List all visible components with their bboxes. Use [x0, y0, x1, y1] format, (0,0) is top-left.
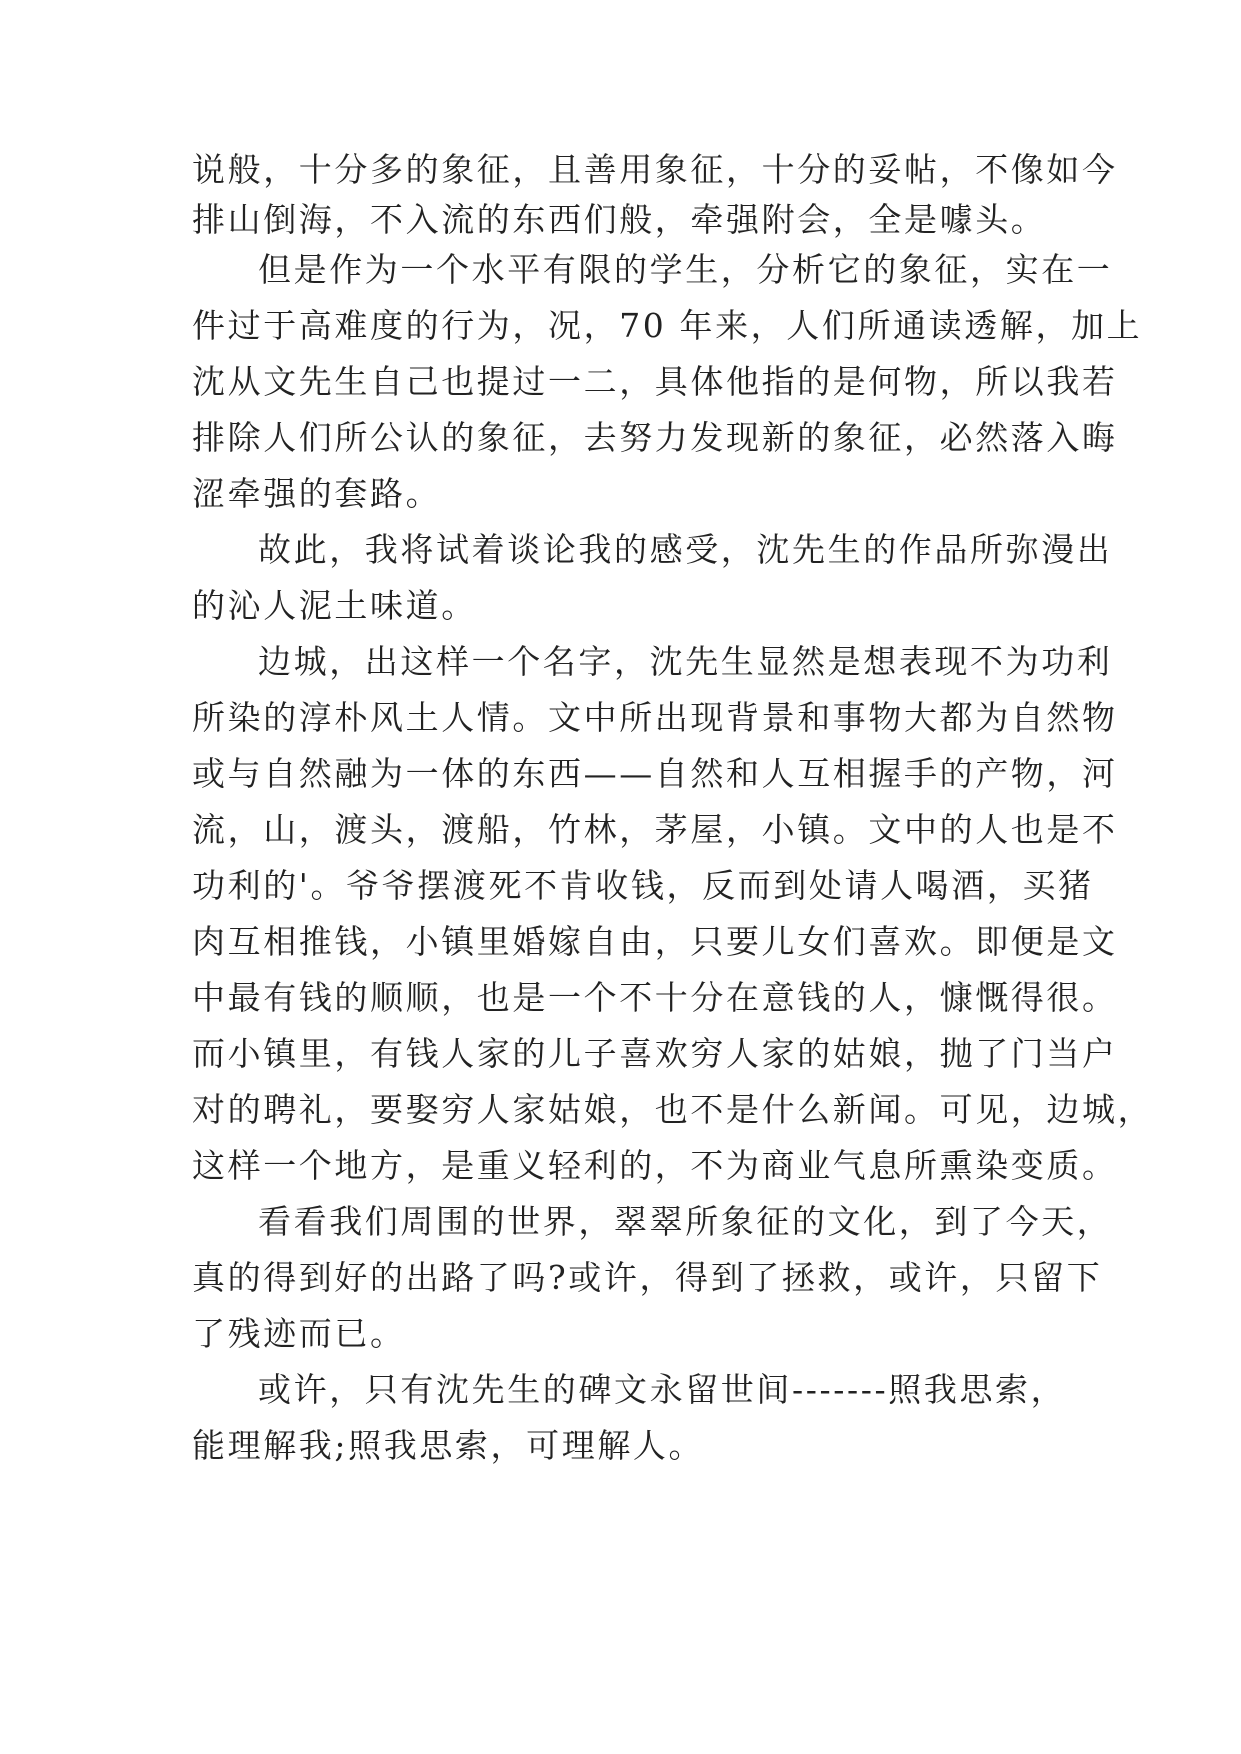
text-line: 而小镇里，有钱人家的儿子喜欢穷人家的姑娘，抛了门当户	[192, 1034, 1118, 1073]
text-line: 排除人们所公认的象征，去努力发现新的象征，必然落入晦	[192, 418, 1118, 457]
text-line: 件过于高难度的行为，况，70 年来，人们所通读透解，加上	[192, 306, 1143, 345]
text-line: 排山倒海，不入流的东西们般，牵强附会，全是噱头。	[192, 200, 1047, 239]
paragraph-first-line: 或许，只有沈先生的碑文永留世间-------照我思索，	[258, 1370, 1067, 1409]
text-line: 对的聘礼，要娶穷人家姑娘，也不是什么新闻。可见，边城，	[192, 1090, 1154, 1129]
text-line: 流，山，渡头，渡船，竹林，茅屋，小镇。文中的人也是不	[192, 810, 1118, 849]
text-line: 这样一个地方，是重义轻利的，不为商业气息所熏染变质。	[192, 1146, 1118, 1185]
text-line: 沈从文先生自己也提过一二，具体他指的是何物，所以我若	[192, 362, 1118, 401]
text-line: 或与自然融为一体的东西——自然和人互相握手的产物，河	[192, 754, 1118, 793]
paragraph-first-line: 边城，出这样一个名字，沈先生显然是想表现不为功利	[258, 642, 1113, 681]
text-line: 涩牵强的套路。	[192, 474, 442, 513]
text-line: 功利的'。爷爷摆渡死不肯收钱，反而到处请人喝酒，买猪	[192, 866, 1094, 905]
text-line: 真的得到好的出路了吗?或许，得到了拯救，或许，只留下	[192, 1258, 1103, 1297]
text-line: 所染的淳朴风土人情。文中所出现背景和事物大都为自然物	[192, 698, 1118, 737]
text-line: 能理解我;照我思索，可理解人。	[192, 1426, 705, 1465]
text-line: 说般，十分多的象征，且善用象征，十分的妥帖，不像如今	[192, 150, 1118, 189]
paragraph-first-line: 故此，我将试着谈论我的感受，沈先生的作品所弥漫出	[258, 530, 1113, 569]
paragraph-first-line: 但是作为一个水平有限的学生，分析它的象征，实在一	[258, 250, 1113, 289]
text-line: 了残迹而已。	[192, 1314, 406, 1353]
text-line: 肉互相推钱，小镇里婚嫁自由，只要儿女们喜欢。即便是文	[192, 922, 1118, 961]
paragraph-first-line: 看看我们周围的世界，翠翠所象征的文化，到了今天，	[258, 1202, 1113, 1241]
text-line: 中最有钱的顺顺，也是一个不十分在意钱的人，慷慨得很。	[192, 978, 1118, 1017]
text-line: 的沁人泥土味道。	[192, 586, 477, 625]
